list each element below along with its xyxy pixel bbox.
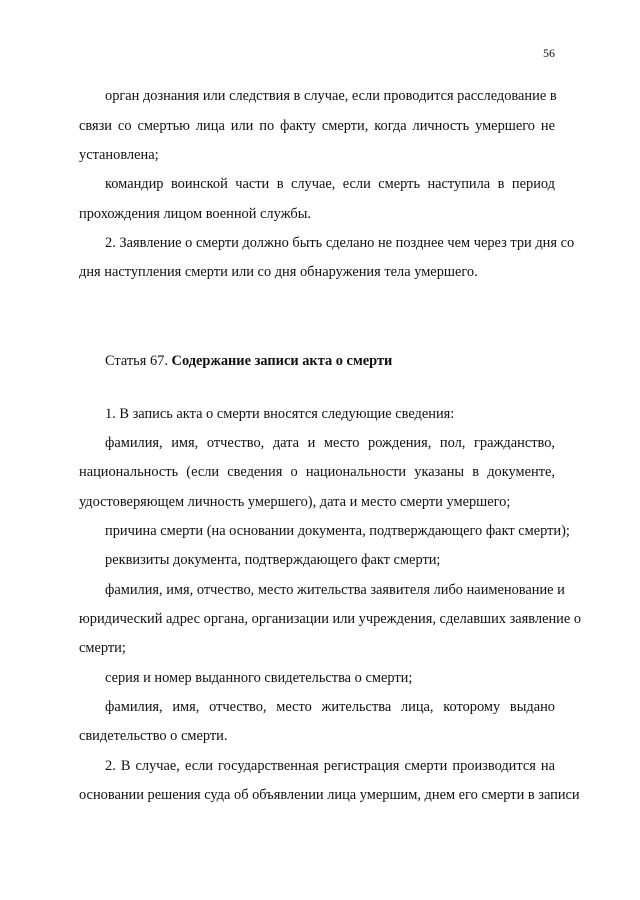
text-line: фамилия, имя, отчество, дата и место рождения, пол, гражданство,: [105, 435, 555, 451]
text-line: 2. Заявление о смерти должно быть сделано не позднее чем через три дня со: [105, 235, 575, 251]
text-line: основании решения суда об объявлении лица умершим, днем его смерти в записи: [79, 787, 580, 803]
text-line: серия и номер выданного свидетельства о смерти;: [105, 670, 413, 686]
text-line: 2. В случае, если государственная регистрация смерти производится на: [105, 758, 555, 774]
article-heading: [105, 352, 392, 370]
article-prefix: Статья 67.: [105, 353, 172, 369]
text-line: фамилия, имя, отчество, место жительства лица, которому выдано: [105, 699, 555, 715]
text-line: реквизиты документа, подтверждающего факт смерти;: [105, 552, 441, 568]
text-line: дня наступления смерти или со дня обнаружения тела умершего.: [79, 264, 478, 280]
text-line: причина смерти (на основании документа, подтверждающего факт смерти);: [105, 523, 570, 539]
page-number: 56: [543, 46, 555, 60]
article-title: Содержание записи акта о смерти: [171, 353, 393, 369]
text-line: установлена;: [79, 147, 159, 163]
text-line: связи со смертью лица или по факту смерти, когда личность умершего не: [79, 118, 555, 134]
text-line: юридический адрес органа, организации или учреждения, сделавших заявление о: [79, 611, 582, 627]
text-line: фамилия, имя, отчество, место жительства заявителя либо наименование и: [105, 582, 565, 598]
text-line: свидетельство о смерти.: [79, 728, 228, 744]
text-line: национальность (если сведения о национальности указаны в документе,: [79, 464, 555, 480]
text-line: удостоверяющем личность умершего), дата и место смерти умершего;: [79, 494, 511, 510]
text-line: смерти;: [79, 640, 126, 656]
text-line: прохождения лицом военной службы.: [79, 206, 311, 222]
text-line: 1. В запись акта о смерти вносятся следующие сведения:: [105, 406, 455, 422]
text-line: орган дознания или следствия в случае, если проводится расследование в: [105, 88, 557, 104]
text-line: командир воинской части в случае, если смерть наступила в период: [105, 176, 555, 192]
